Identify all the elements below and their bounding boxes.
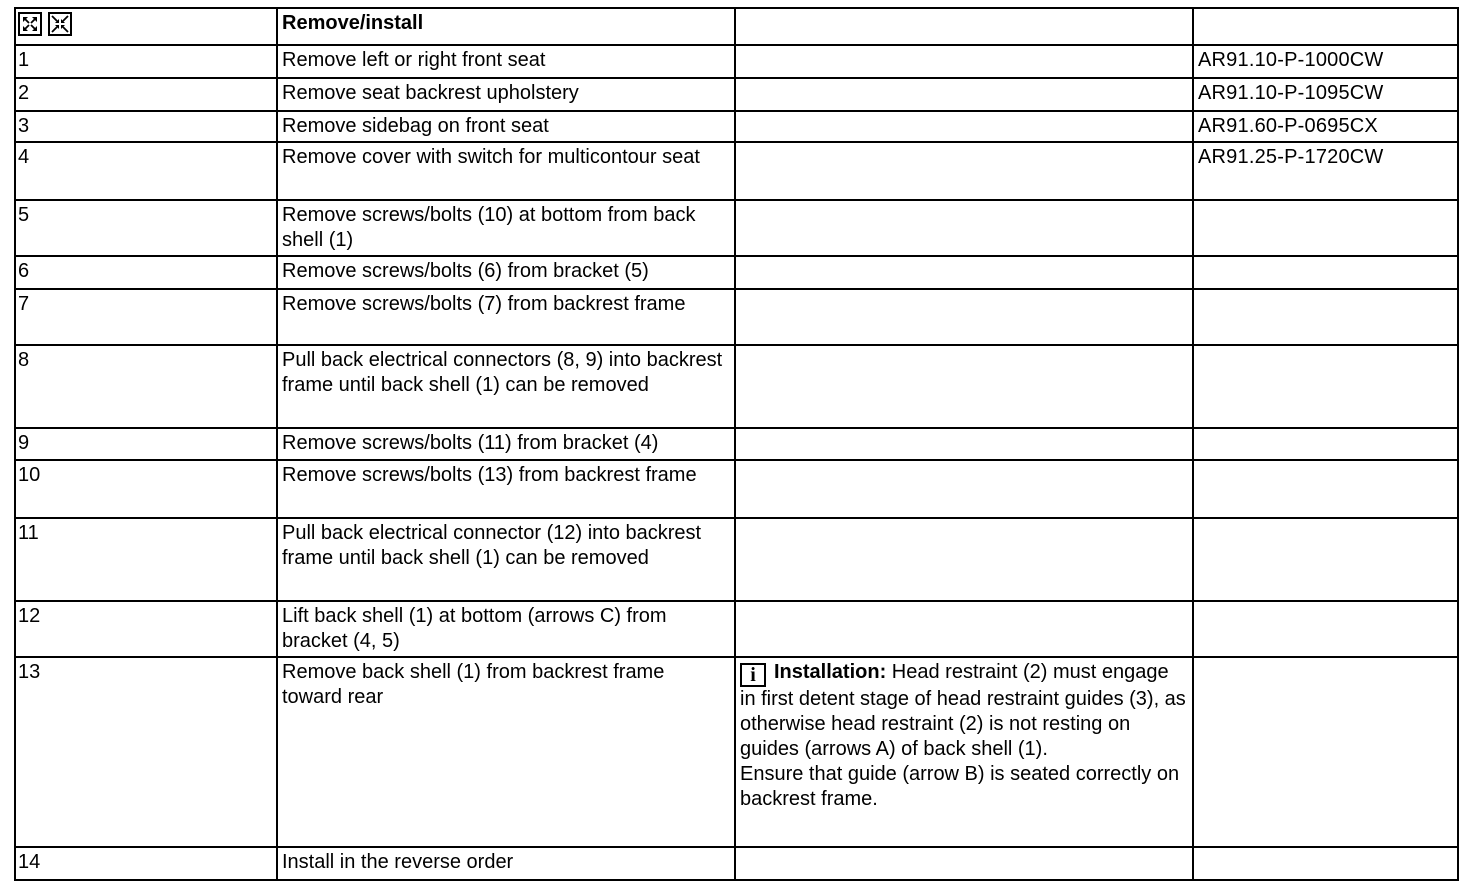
step-row-2: [15, 78, 1458, 111]
step-number: 5: [15, 200, 277, 256]
step-row-4: [15, 142, 1458, 200]
info-icon: i: [740, 663, 766, 687]
step-reference-link[interactable]: AR91.10-P-1000CW: [1193, 45, 1458, 78]
header-title: Remove/install: [277, 8, 735, 45]
collapse-all-icon[interactable]: [48, 12, 72, 36]
step-note: [735, 345, 1193, 428]
step-note: [735, 78, 1193, 111]
step-reference-link[interactable]: AR91.10-P-1095CW: [1193, 78, 1458, 111]
step-row-3: [15, 111, 1458, 142]
header-ref-cell: [1193, 8, 1458, 45]
step-reference: [1193, 256, 1458, 289]
note-text-2: Ensure that guide (arrow B) is seated correctly on backrest frame.: [740, 763, 1180, 810]
step-row-5: [15, 200, 1458, 256]
step-note: [735, 45, 1193, 78]
step-note: [735, 142, 1193, 200]
header-row: [15, 8, 1458, 45]
step-note: [735, 847, 1193, 880]
step-number: 11: [15, 518, 277, 601]
step-row-14: [15, 847, 1458, 880]
step-text: Remove screws/bolts (6) from bracket (5): [277, 256, 735, 289]
step-number: 6: [15, 256, 277, 289]
header-notes-cell: [735, 8, 1193, 45]
step-number: 7: [15, 289, 277, 345]
step-text: Remove screws/bolts (7) from backrest frame: [277, 289, 735, 345]
step-note: [735, 111, 1193, 142]
installation-note: [735, 657, 1193, 847]
step-number: 12: [15, 601, 277, 657]
step-number: 2: [15, 78, 277, 111]
step-text: Pull back electrical connectors (8, 9) into backrest frame until back shell (1) can be removed: [277, 345, 735, 428]
step-text: Remove left or right front seat: [277, 45, 735, 78]
step-text: Remove back shell (1) from backrest frame toward rear: [277, 657, 735, 847]
step-text: Pull back electrical connector (12) into backrest frame until back shell (1) can be removed: [277, 518, 735, 601]
step-row-13: [15, 657, 1458, 847]
step-row-11: [15, 518, 1458, 601]
step-reference: [1193, 518, 1458, 601]
step-reference: [1193, 847, 1458, 880]
step-number: 10: [15, 460, 277, 518]
step-note: [735, 518, 1193, 601]
expand-all-icon[interactable]: [18, 12, 42, 36]
step-row-9: [15, 428, 1458, 460]
step-number: 8: [15, 345, 277, 428]
step-reference: [1193, 601, 1458, 657]
step-row-1: [15, 45, 1458, 78]
note-text: Head restraint (2) must engage in first detent stage of head restraint guides (3), as otherwise head restraint (2) is not resting on guides (arrows A) of back shell (1).: [740, 661, 1186, 760]
step-text: Remove cover with switch for multicontour seat: [277, 142, 735, 200]
step-reference-link[interactable]: AR91.25-P-1720CW: [1193, 142, 1458, 200]
procedure-table: [14, 7, 1459, 881]
step-number: 9: [15, 428, 277, 460]
header-icons-cell: [15, 8, 277, 45]
step-reference: [1193, 345, 1458, 428]
step-row-8: [15, 345, 1458, 428]
step-note: [735, 200, 1193, 256]
step-note: [735, 428, 1193, 460]
step-number: 13: [15, 657, 277, 847]
step-row-6: [15, 256, 1458, 289]
step-row-12: [15, 601, 1458, 657]
step-note: [735, 601, 1193, 657]
note-label: Installation:: [774, 661, 887, 683]
step-text: Remove screws/bolts (10) at bottom from back shell (1): [277, 200, 735, 256]
step-reference: [1193, 289, 1458, 345]
step-number: 14: [15, 847, 277, 880]
step-reference: [1193, 428, 1458, 460]
step-text: Remove screws/bolts (11) from bracket (4): [277, 428, 735, 460]
step-reference: [1193, 657, 1458, 847]
step-row-7: [15, 289, 1458, 345]
step-number: 3: [15, 111, 277, 142]
step-reference: [1193, 200, 1458, 256]
step-number: 1: [15, 45, 277, 78]
step-text: Remove seat backrest upholstery: [277, 78, 735, 111]
step-text: Remove screws/bolts (13) from backrest frame: [277, 460, 735, 518]
step-note: [735, 460, 1193, 518]
step-note: [735, 256, 1193, 289]
step-text: Remove sidebag on front seat: [277, 111, 735, 142]
step-reference: [1193, 460, 1458, 518]
step-row-10: [15, 460, 1458, 518]
step-text: Lift back shell (1) at bottom (arrows C) from bracket (4, 5): [277, 601, 735, 657]
step-number: 4: [15, 142, 277, 200]
step-reference-link[interactable]: AR91.60-P-0695CX: [1193, 111, 1458, 142]
step-text: Install in the reverse order: [277, 847, 735, 880]
step-note: [735, 289, 1193, 345]
